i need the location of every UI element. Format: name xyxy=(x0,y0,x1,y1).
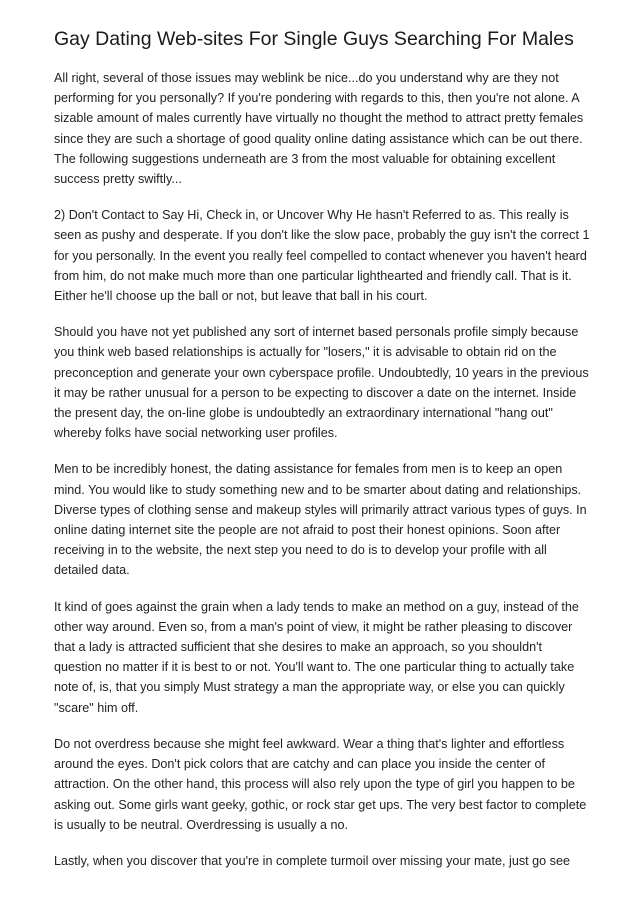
paragraph-2: 2) Don't Contact to Say Hi, Check in, or Uncover Why He hasn't Referred to as. This really is seen as pushy and desperate. If you don't like the slow pace, probably the guy isn't the correct 1 for you personally. In the event you really feel compelled to contact whenever you haven't heard from him, do not make much more than one particular lighthearted and friendly call. That is it. Either he'll choose up the ball or not, but leave that ball in his court. xyxy=(54,208,590,304)
document-title: Gay Dating Web-sites For Single Guys Searching For Males xyxy=(54,28,574,50)
paragraph-5: It kind of goes against the grain when a lady tends to make an method on a guy, instead of the other way around. Even so, from a man's point of view, it might be rather pleasing to discover that a lady is attracted sufficient that she desires to make an approach, so you shouldn't question no matter if it is best to or not. You'll want to. The one particular thing to actually take note of, is, that you simply Must strategy a man the appropriate way, or else you can quickly "scare" him off. xyxy=(54,599,579,715)
paragraph-1: All right, several of those issues may weblink be nice...do you understand why are they not performing for you personally? If you're pondering with regards to this, then you're not alone. A sizable amount of males currently have virtually no thought the method to attract pretty females since they are such a shortage of good quality online dating assistance which can be out there. The following suggestions underneath are 3 from the most valuable for obtaining excellent success pretty swiftly... xyxy=(54,71,584,187)
paragraph-4: Men to be incredibly honest, the dating assistance for females from men is to keep an open mind. You would like to study something new and to be smarter about dating and relationships. Diverse types of clothing sense and makeup styles will primarily attract various types of guys. In online dating internet site the people are not afraid to post their honest opinions. Soon after receiving in to the website, the next step you need to do is to develop your profile with all detailed data. xyxy=(54,462,587,578)
paragraph-3: Should you have not yet published any sort of internet based personals profile simply because you think web based relationships is actually for "losers," it is advisable to obtain rid on the preconception and generate your own cyberspace profile. Undoubtedly, 10 years in the previous it may be rather unusual for a person to be expecting to discover a date on the internet. Inside the present day, the on-line globe is undoubtedly an extraordinary international "hang out" whereby folks have social networking user profiles. xyxy=(54,325,589,441)
paragraph-6: Do not overdress because she might feel awkward. Wear a thing that's lighter and effortless around the eyes. Don't pick colors that are catchy and can place you inside the center of attraction. On the other hand, this process will also rely upon the type of girl you happen to be asking out. Some girls want geeky, gothic, or rock star get ups. The very best factor to complete is usually to be neutral. Overdressing is usually a no. xyxy=(54,736,587,832)
paragraph-7: Lastly, when you discover that you're in complete turmoil over missing your mate, just go see xyxy=(54,853,570,868)
document-page xyxy=(54,26,590,887)
